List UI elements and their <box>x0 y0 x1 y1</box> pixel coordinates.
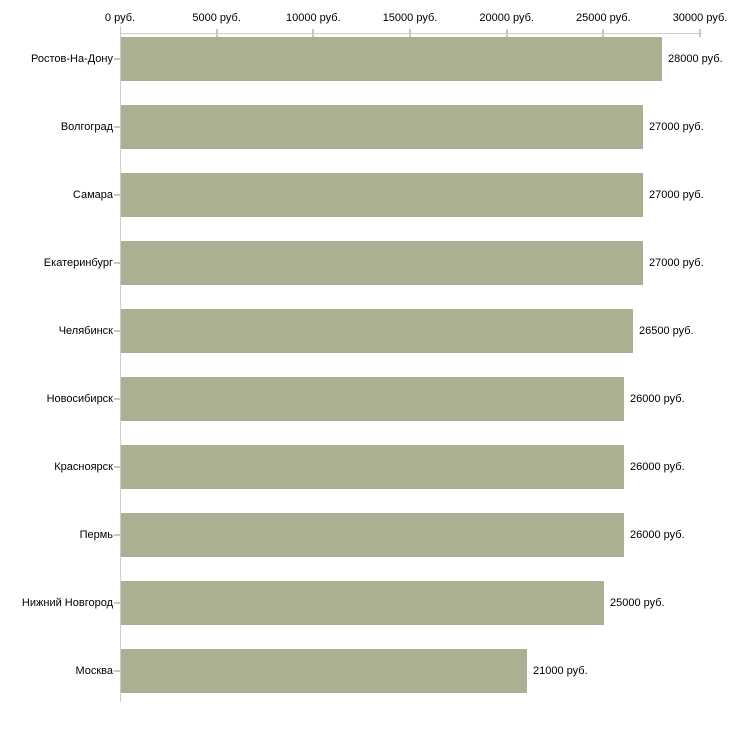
category-label: Москва <box>75 665 113 677</box>
bar-value-label: 26500 руб. <box>639 325 694 337</box>
category-tick-mark <box>114 466 120 468</box>
x-axis-tick-label: 30000 руб. <box>672 12 728 24</box>
bar <box>121 173 643 217</box>
category-tick-mark <box>114 194 120 196</box>
category-label: Ростов-На-Дону <box>30 53 113 65</box>
bar <box>121 377 624 421</box>
category-label: Нижний Новгород <box>21 597 113 609</box>
category-tick-mark <box>114 534 120 536</box>
bar-value-label: 21000 руб. <box>533 665 588 677</box>
category-tick-mark <box>114 398 120 400</box>
category-label: Челябинск <box>58 325 113 337</box>
x-axis-tick-label: 25000 руб. <box>576 12 631 24</box>
bar-value-label: 27000 руб. <box>649 121 704 133</box>
category-label: Новосибирск <box>46 393 113 405</box>
bar <box>121 37 662 81</box>
bar <box>121 445 624 489</box>
category-label: Екатеринбург <box>43 257 113 269</box>
x-axis-tick-label: 20000 руб. <box>479 12 534 24</box>
x-axis-tick-mark <box>602 29 604 37</box>
bar <box>121 309 633 353</box>
x-axis-tick-mark <box>506 29 508 37</box>
bar-value-label: 28000 руб. <box>668 53 723 65</box>
category-tick-mark <box>114 670 120 672</box>
category-label: Самара <box>72 189 113 201</box>
x-axis-tick-mark <box>699 29 701 37</box>
bar <box>121 513 624 557</box>
x-axis-tick-mark <box>216 29 218 37</box>
category-tick-mark <box>114 126 120 128</box>
category-label: Красноярск <box>54 461 113 473</box>
category-tick-mark <box>114 58 120 60</box>
bar <box>121 649 527 693</box>
category-tick-mark <box>114 602 120 604</box>
x-axis-tick-label: 10000 руб. <box>286 12 341 24</box>
x-axis-tick-mark <box>409 29 411 37</box>
category-tick-mark <box>114 262 120 264</box>
bar-value-label: 27000 руб. <box>649 189 704 201</box>
bar <box>121 581 604 625</box>
x-axis-tick-mark <box>312 29 314 37</box>
x-axis-tick-label: 15000 руб. <box>382 12 438 24</box>
x-axis-line <box>120 33 702 34</box>
x-axis-tick-label: 0 руб. <box>104 12 136 24</box>
bar <box>121 105 643 149</box>
x-axis-tick-label: 5000 руб. <box>192 12 241 24</box>
bar-value-label: 27000 руб. <box>649 257 704 269</box>
bar-value-label: 25000 руб. <box>610 597 665 609</box>
bar-value-label: 26000 руб. <box>630 529 685 541</box>
category-label: Волгоград <box>60 121 113 133</box>
category-label: Пермь <box>79 529 113 541</box>
category-tick-mark <box>114 330 120 332</box>
bar-value-label: 26000 руб. <box>630 393 685 405</box>
bar <box>121 241 643 285</box>
bar-value-label: 26000 руб. <box>630 461 685 473</box>
